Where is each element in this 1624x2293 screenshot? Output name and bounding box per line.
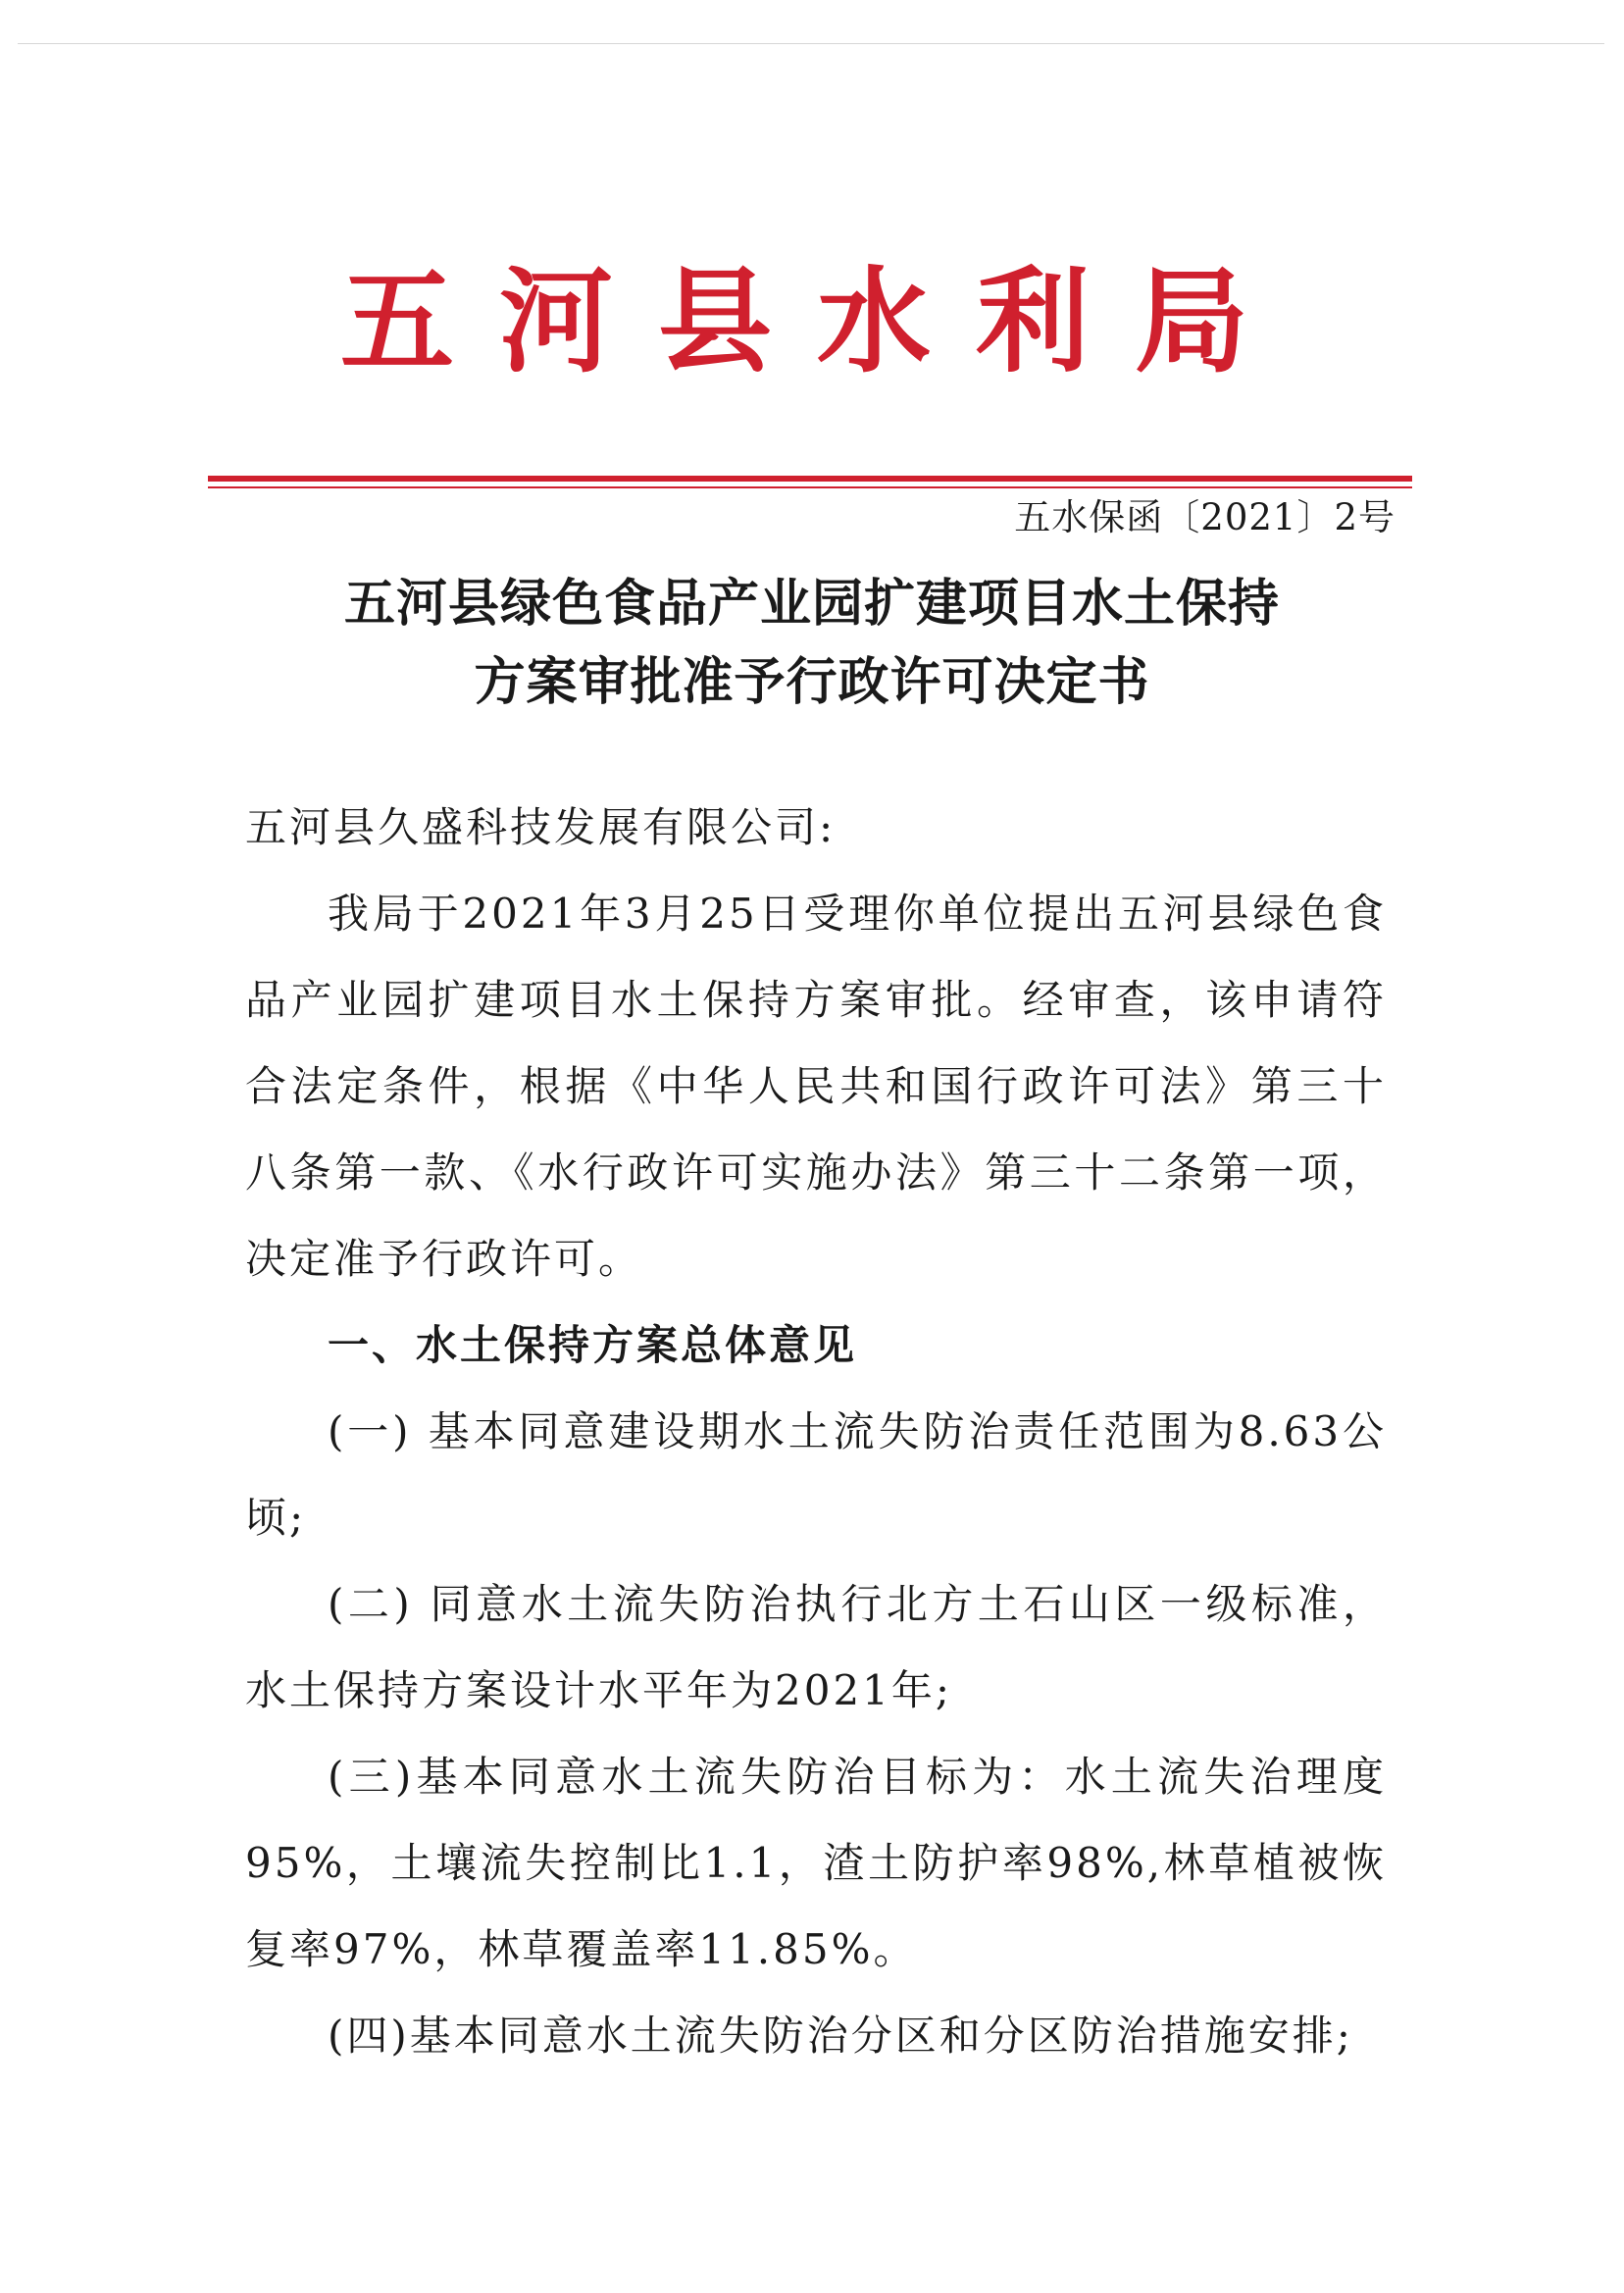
document-title	[0, 565, 1624, 722]
issuer-header: 五河县水利局	[340, 255, 1294, 388]
intro-paragraph: 我局于2021年3月25日受理你单位提出五河县绿色食品产业园扩建项目水土保持方案审批。经审查，该申请符合法定条件，根据《中华人民共和国行政许可法》第三十八条第一款、《水行政许可实施办法》第三十二条第一项，决定准予行政许可。	[245, 890, 1387, 1283]
red-separator-thin	[208, 486, 1412, 488]
red-separator-thick	[208, 476, 1412, 482]
addressee: 五河县久盛科技发展有限公司:	[245, 803, 837, 851]
page-top-rule	[18, 43, 1604, 44]
section-1-item-2: (二) 同意水土流失防治执行北方土石山区一级标准，水土保持方案设计水平年为2021年;	[245, 1580, 1387, 1714]
document-title-line-1: 五河县绿色食品产业园扩建项目水土保持	[343, 575, 1280, 634]
document-body	[245, 785, 1387, 2079]
section-1-item-4: (四)基本同意水土流失防治分区和分区防治措施安排;	[328, 2012, 1353, 2060]
section-1-item-3: (三)基本同意水土流失防治目标为：水土流失治理度95%，土壤流失控制比1.1，渣土防护率98%,林草植被恢复率97%，林草覆盖率11.85%。	[245, 1753, 1387, 1973]
document-title-line-2: 方案审批准予行政许可决定书	[474, 653, 1150, 712]
section-1-item-1: (一) 基本同意建设期水土流失防治责任范围为8.63公顷;	[245, 1407, 1387, 1542]
document-number: 五水保函〔2021〕2号	[1014, 496, 1396, 538]
section-1-heading: 一、水土保持方案总体意见	[328, 1321, 858, 1369]
